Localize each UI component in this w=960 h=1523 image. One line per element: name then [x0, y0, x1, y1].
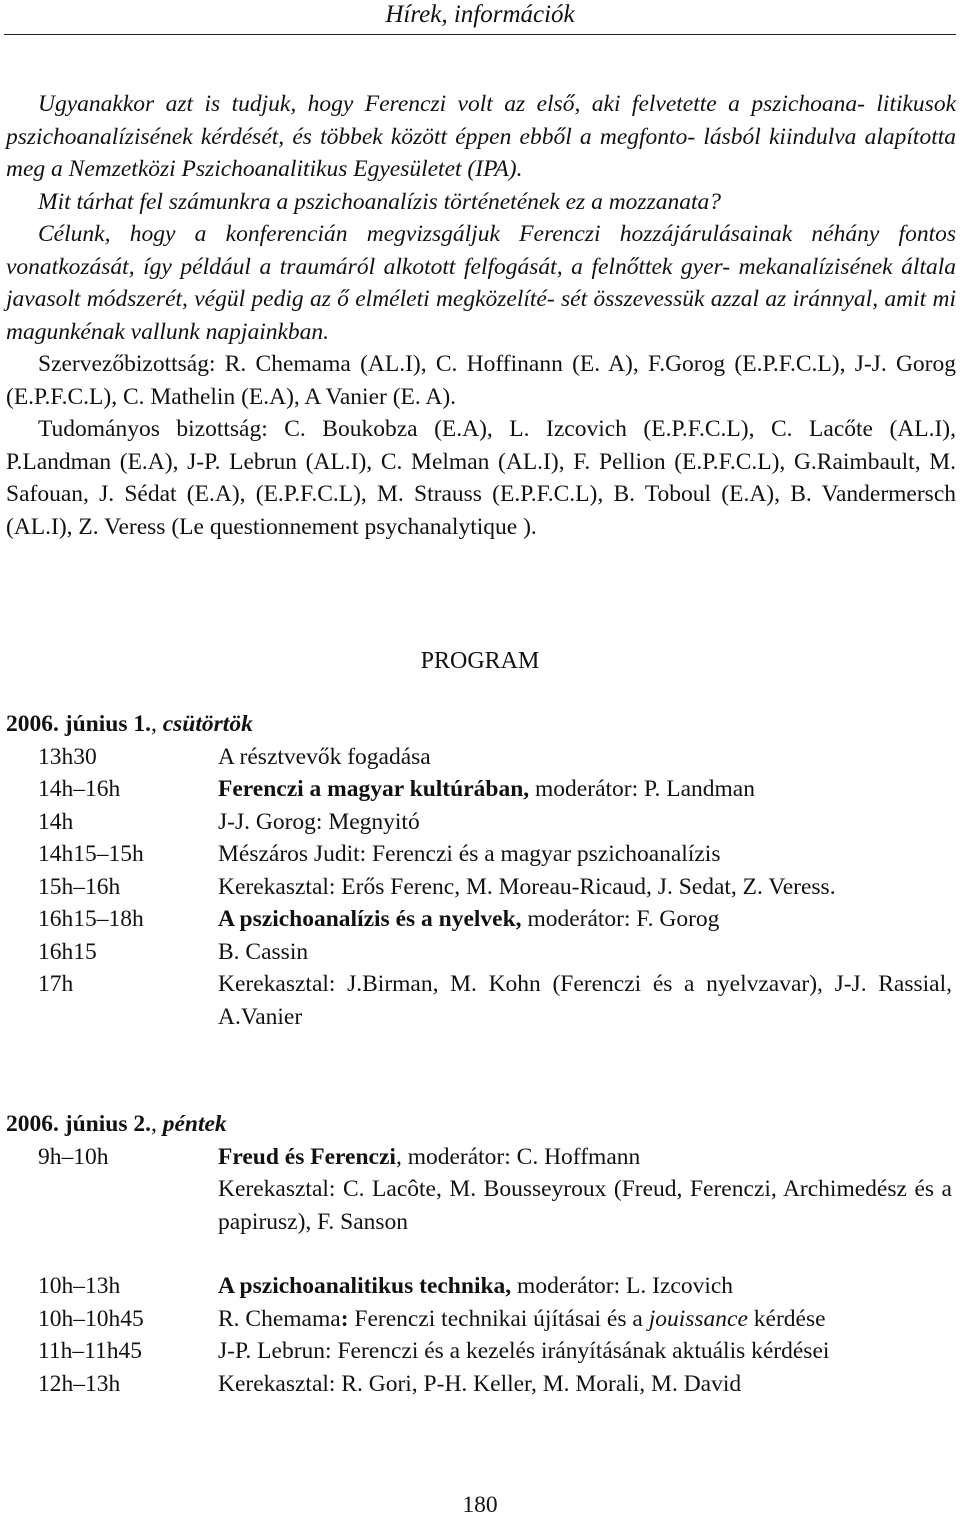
session-text: Kerekasztal: J.Birman, M. Kohn (Ferenczi és a nyelvzavar), J-J. Rassial, A.Vanier: [218, 971, 952, 1030]
schedule-row: [6, 838, 956, 871]
session-text: , moderátor: C. Hoffmann: [395, 1143, 641, 1170]
schedule-desc: Kerekasztal: C. Lacôte, M. Bousseyroux (Freud, Ferenczi, Archimedész és a papirusz), F. Sanson: [218, 1176, 952, 1235]
schedule-desc: [218, 1141, 956, 1174]
day-2-weekday: péntek: [162, 1111, 227, 1137]
schedule-time: 9h–10h: [38, 1143, 109, 1170]
talk-title-end: kérdése: [747, 1305, 826, 1332]
speaker-colon: :: [340, 1305, 349, 1332]
day-1-schedule: [6, 708, 956, 1033]
committee-line: Szervezőbizottság: R. Chemama (AL.I), C. Hoffinann (E. A), F.Gorog: [38, 351, 726, 377]
schedule-desc: [218, 1303, 956, 1336]
schedule-time: 17h: [38, 971, 74, 997]
day-2-sep: ,: [150, 1111, 163, 1137]
schedule-desc: [218, 871, 956, 904]
committee-line: (E.P.F.C.L), J-J. Gorog (E.P.F.C.L), C. Mathelin (E.A), A Vanier (E. A).: [6, 351, 956, 410]
schedule-row: [6, 741, 956, 774]
day-2-date: 2006. június 2.: [6, 1111, 151, 1137]
day-2-schedule: [6, 1108, 956, 1400]
intro-line: Mit tárhat fel számunkra a pszichoanalízis történetének ez a mozzanata?: [38, 188, 721, 215]
session-text: Kerekasztal: Erős Ferenc, M. Moreau-Ricaud, J. Sedat, Z. Veress.: [218, 873, 836, 900]
schedule-time: 16h15–18h: [38, 906, 144, 932]
schedule-time: 14h15–15h: [38, 841, 144, 867]
intro-paragraph-2: [6, 186, 956, 219]
committee-line: Tudományos bizottság: C. Boukobza (E.A), L. Izcovich (E.P.F.C.L), C.: [38, 416, 793, 442]
intro-paragraph-1: [6, 88, 956, 186]
committee-paragraph: [6, 348, 956, 413]
schedule-row: [6, 1303, 956, 1336]
committee-line: Lacőte (AL.I), P.Landman (E.A), J-P. Lebrun (AL.I), C. Melman (AL.I), F.: [6, 416, 957, 475]
schedule-desc: [218, 838, 956, 871]
schedule-row: [6, 806, 956, 839]
schedule-time: 13h30: [38, 743, 97, 770]
schedule-row: [6, 1173, 956, 1238]
intro-line: lásból kiindulva alapította meg a Nemzetközi Pszichoanalitikus Egyesületet (IPA).: [6, 123, 957, 182]
intro-paragraph-3: [6, 218, 956, 348]
committee-line: Pellion (E.P.F.C.L), G.Raimbault, M. Safouan, J. Sédat (E.A), (E.P.F.C.L), M.: [6, 448, 957, 507]
intro-line: sét összevessük azzal az iránnyal, amit mi magunkénak vallunk napjainkban.: [6, 286, 957, 345]
header-rule: [4, 34, 956, 35]
schedule-row: [6, 773, 956, 806]
schedule-time: 14h–16h: [38, 776, 121, 802]
schedule-row: [6, 1141, 956, 1174]
schedule-desc: [218, 1270, 956, 1303]
day-1-sep: ,: [150, 711, 163, 737]
session-text: J-J. Gorog: Megnyitó: [218, 808, 420, 835]
schedule-time: 11h–11h45: [38, 1338, 143, 1364]
schedule-time: 12h–13h: [38, 1370, 121, 1397]
session-title: A pszichoanalitikus technika,: [218, 1273, 512, 1299]
schedule-time: 10h–10h45: [38, 1305, 144, 1332]
session-text: Mészáros Judit: Ferenczi és a magyar pszichoanalízis: [218, 841, 721, 867]
intro-line: Célunk, hogy a konferencián megvizsgáljuk Ferenczi hozzájárulásainak néhány: [38, 221, 880, 247]
schedule-row: [6, 1335, 956, 1368]
day-1-heading: [6, 708, 956, 741]
committee-line: Strauss (E.P.F.C.L), B. Toboul (E.A), B. Vandermersch (AL.I), Z. Veress (Le: [6, 481, 957, 540]
schedule-desc: [218, 773, 956, 806]
intro-line: fontos vonatkozását, így például a traumáról alkotott felfogását, a felnőttek gyer-: [6, 221, 957, 280]
intro-line: Ugyanakkor azt is tudjuk, hogy Ferenczi volt az első, aki felvetette a pszichoana-: [38, 91, 865, 117]
session-text: moderátor: P. Landman: [529, 776, 755, 802]
intro-line: litikusok pszichoanalízisének kérdését, és többek között éppen ebből a megfonto-: [6, 91, 957, 150]
intro-section: [6, 88, 956, 543]
schedule-row: [6, 903, 956, 936]
scientific-committee-paragraph: [6, 413, 956, 543]
schedule-row: [6, 1270, 956, 1303]
day-1-weekday: csütörtök: [162, 711, 253, 737]
schedule-desc: [218, 903, 956, 936]
session-text: moderátor: F. Gorog: [521, 906, 720, 932]
day-2-heading: [6, 1108, 956, 1141]
schedule-time-empty: [6, 1173, 218, 1238]
schedule-time: 10h–13h: [38, 1273, 121, 1299]
schedule-desc: J-P. Lebrun: Ferenczi és a kezelés irányításának aktuális kérdései: [218, 1338, 830, 1364]
schedule-time: 15h–16h: [38, 873, 121, 900]
session-text: moderátor: L. Izcovich: [511, 1273, 734, 1299]
speaker: R. Chemama: [218, 1305, 341, 1332]
schedule-row: [6, 968, 956, 1033]
schedule-desc: [218, 936, 956, 969]
schedule-row: [6, 936, 956, 969]
session-text: B. Cassin: [218, 938, 309, 965]
schedule-desc: [218, 806, 956, 839]
talk-title-italic: jouissance: [648, 1305, 748, 1332]
session-title: Freud és Ferenczi: [218, 1143, 396, 1170]
session-title: A pszichoanalízis és a nyelvek,: [218, 906, 522, 932]
talk-title: Ferenczi technikai újításai és a: [348, 1305, 649, 1332]
session-title: Ferenczi a magyar kultúrában,: [218, 776, 530, 802]
schedule-row: [6, 871, 956, 904]
spacer: [6, 1238, 956, 1270]
schedule-desc: [218, 968, 956, 1033]
intro-line: mekanalízisének általa javasolt módszerét, végül pedig az ő elméleti megközelíté-: [6, 253, 957, 312]
session-text: A résztvevők fogadása: [218, 743, 431, 770]
schedule-time: 16h15: [38, 938, 97, 965]
program-title-text: PROGRAM: [420, 648, 540, 674]
schedule-time: 14h: [38, 808, 74, 835]
schedule-desc: Kerekasztal: R. Gori, P-H. Keller, M. Morali, M. David: [218, 1370, 742, 1397]
program-title: [0, 645, 960, 677]
day-1-date: 2006. június 1.: [6, 711, 151, 737]
schedule-desc: [218, 741, 956, 774]
committee-line: questionnement psychanalytique ).: [209, 513, 537, 540]
running-header: Hírek, információk: [385, 1, 575, 28]
schedule-row: [6, 1368, 956, 1401]
page-number: 180: [462, 1492, 498, 1518]
